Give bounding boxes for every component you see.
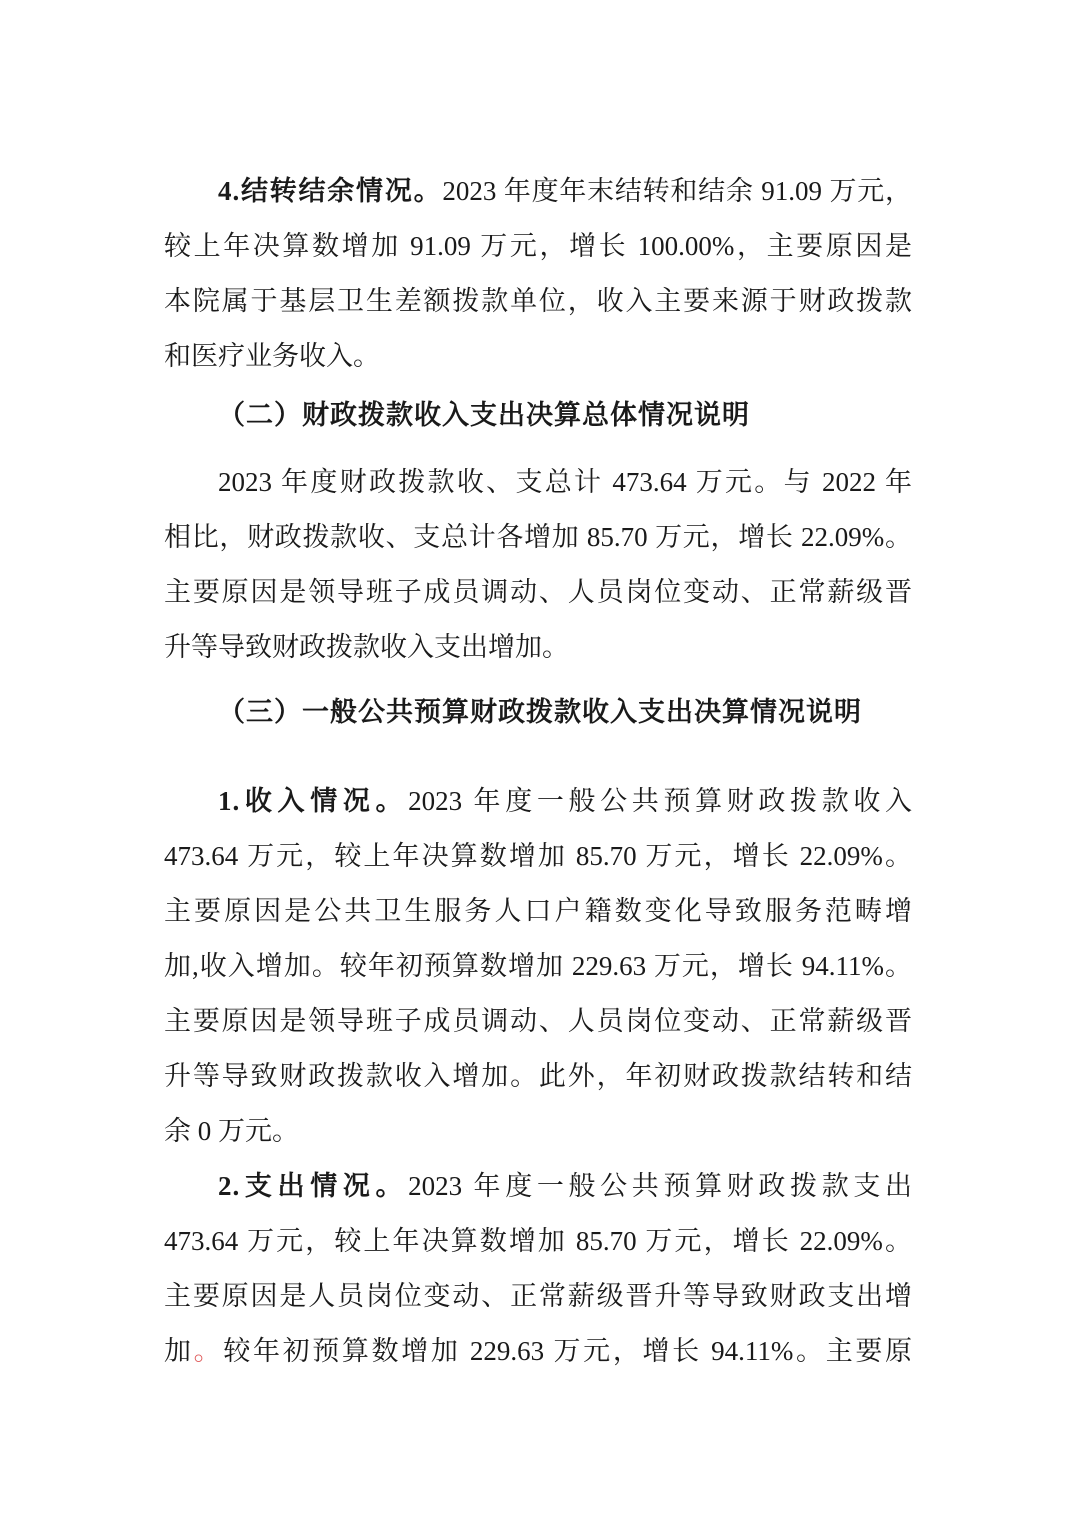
paragraph-income-situation (164, 774, 912, 1159)
text-run: 主要原因是公共卫生服务人口户籍数变化导致服务范畴增 (164, 896, 912, 926)
text-run: 余 0 万元。 (164, 1116, 299, 1146)
text-line (164, 1269, 912, 1324)
paragraph-fiscal-appropriation-overall (164, 455, 912, 675)
text-run: 较上年决算数增加 91.09 万元，增长 100.00%，主要原因是 (164, 231, 912, 261)
text-line (164, 829, 912, 884)
text-line (164, 164, 912, 219)
text-line (164, 620, 912, 675)
bold-label: 2.支出情况。 (218, 1171, 409, 1201)
paragraph-carryover-balance (164, 164, 912, 384)
text-line (164, 1104, 912, 1159)
red-period: 。 (193, 1336, 224, 1366)
text-run: 主要原因是领导班子成员调动、人员岗位变动、正常薪级晋 (164, 1006, 912, 1036)
text-line (164, 939, 912, 994)
heading-general-public-budget: （三）一般公共预算财政拨款收入支出决算情况说明 (218, 697, 862, 727)
text-line (164, 1214, 912, 1269)
text-run: 2023 年度一般公共预算财政拨款收入 (408, 786, 912, 816)
text-run: 主要原因是人员岗位变动、正常薪级晋升等导致财政支出增 (164, 1281, 912, 1311)
text-run: 本院属于基层卫生差额拨款单位，收入主要来源于财政拨款 (164, 286, 912, 316)
text-run: 473.64 万元，较上年决算数增加 85.70 万元，增长 22.09%。 (164, 1226, 912, 1256)
text-line (164, 329, 912, 384)
text-line (164, 1049, 912, 1104)
text-line (164, 455, 912, 510)
text-line (164, 1324, 912, 1379)
text-line (164, 774, 912, 829)
text-run: 主要原因是领导班子成员调动、人员岗位变动、正常薪级晋 (164, 577, 912, 607)
text-run: 相比，财政拨款收、支总计各增加 85.70 万元，增长 22.09%。 (164, 522, 912, 552)
text-line (164, 1159, 912, 1214)
text-run: 升等导致财政拨款收入支出增加。 (164, 632, 569, 662)
text-run: 加 (164, 1336, 194, 1366)
text-line (164, 510, 912, 565)
text-line (164, 565, 912, 620)
text-run: 473.64 万元，较上年决算数增加 85.70 万元，增长 22.09%。 (164, 841, 912, 871)
text-line (164, 274, 912, 329)
paragraph-expense-situation (164, 1159, 912, 1379)
text-line (164, 884, 912, 939)
text-run: 升等导致财政拨款收入增加。此外，年初财政拨款结转和结 (164, 1061, 912, 1091)
text-run: 较年初预算数增加 229.63 万元，增长 94.11%。主要原 (223, 1336, 912, 1366)
text-line (164, 994, 912, 1049)
text-run: 加,收入增加。较年初预算数增加 229.63 万元，增长 94.11%。 (164, 951, 912, 981)
bold-label: 1.收入情况。 (218, 786, 409, 816)
bold-label: 4.结转结余情况。 (218, 176, 443, 206)
text-run: 2023 年度一般公共预算财政拨款支出 (408, 1171, 912, 1201)
text-run: 2023 年度财政拨款收、支总计 473.64 万元。与 2022 年 (218, 467, 912, 497)
heading-fiscal-appropriation-overall: （二）财政拨款收入支出决算总体情况说明 (218, 400, 750, 430)
text-line (164, 219, 912, 274)
text-run: 2023 年度年末结转和结余 91.09 万元， (442, 176, 912, 206)
text-run: 和医疗业务收入。 (164, 341, 380, 371)
